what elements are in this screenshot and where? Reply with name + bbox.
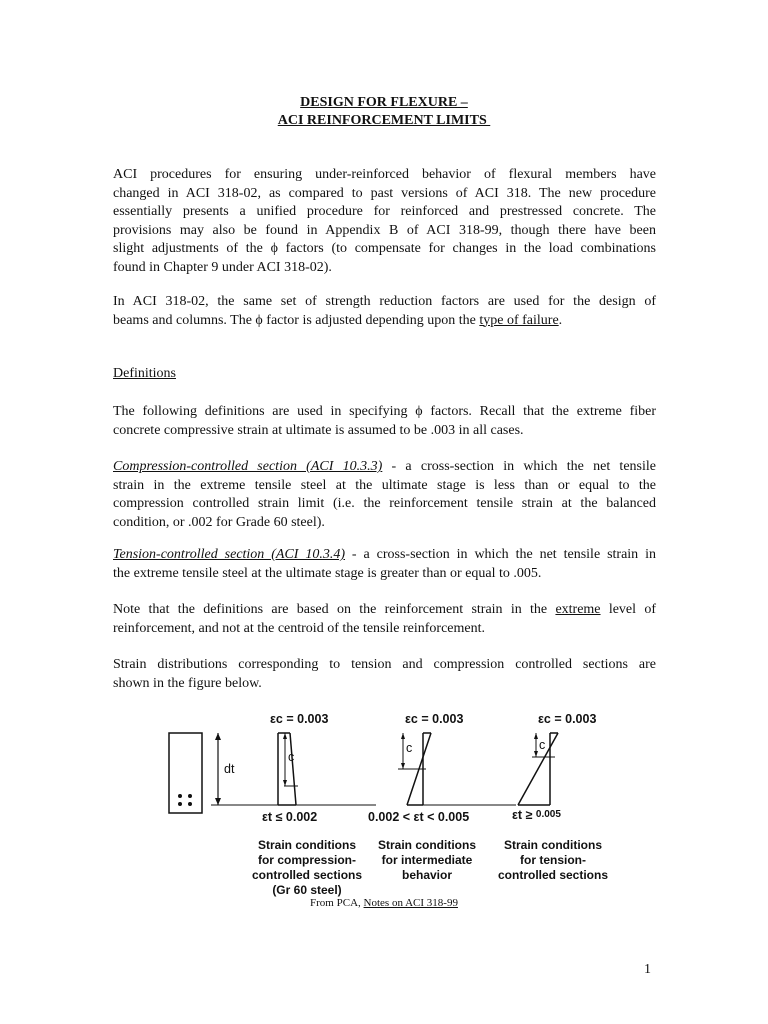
phi-paragraph [113,293,656,330]
title-line-2: ACI REINFORCEMENT LIMITS [277,113,491,128]
definitions-line: concrete compressive strain at ultimate is assumed to be .003 in all cases. [113,422,524,438]
strain-figure [166,712,618,897]
compression-line-1 [113,458,656,477]
rebar-dot [188,802,192,806]
compression-line: strain in the extreme tensile steel at the ultimate stage is less than or equal to the [113,477,656,493]
strain-line: shown in the figure below. [113,675,262,691]
page-number: 1 [644,962,651,977]
compression-definition [113,458,656,532]
ec-label-3: εc = 0.003 [538,712,597,726]
title-line-1: DESIGN FOR FLEXURE – [300,95,468,110]
label-intermediate: Strain conditions for intermediate behavior [377,838,476,882]
et-label-1: εt ≤ 0.002 [262,810,318,824]
tension-line-2: the extreme tensile steel at the ultimate stage is greater than or equal to .005. [113,565,542,581]
dt-arrow-bottom [215,798,221,805]
tension-line-1-rest: - a cross-section in which the net tensile strain in [345,547,656,562]
compression-line: condition, or .002 for Grade 60 steel). [113,514,325,530]
note-line-1-text: Note that the definitions are based on the reinforcement strain in the [113,602,556,617]
rebar-dot [188,794,192,798]
tension-term: Tension-controlled section (ACI 10.3.4) [113,547,346,562]
label-compression-controlled: Strain conditions for compression- controlled sections (Gr 60 steel) [252,838,363,897]
intro-line: ACI procedures for ensuring under-reinforced behavior of flexural members have [113,167,656,182]
et-label-3-symbol: εt ≥ [512,808,536,822]
c-arrow [534,751,538,757]
dt-label: dt [224,762,235,776]
intro-line: provisions may also be found in Appendix B of ACI 318-99, though there have been [113,222,656,238]
rebar-dot [178,802,182,806]
phi-line-1: In ACI 318-02, the same set of strength reduction factors are used for the design of [113,294,656,309]
beam-cross-section [169,733,202,813]
compression-line-1-rest: - a cross-section in which the net tensile [382,459,656,474]
et-label-3-value: 0.005 [535,809,561,820]
strain-line-3 [518,733,558,805]
strain-line-1 [290,733,296,805]
extreme-link: extreme [555,602,601,617]
intro-line: slight adjustments of the ϕ factors (to compensate for changes in the load combinations [113,241,656,256]
dt-arrow-top [215,733,221,740]
c-arrow [401,733,405,739]
compression-line: compression controlled strain limit (i.e. the reinforcement tensile strain at the balanced [113,496,656,511]
intro-line: essentially presents a unified procedure for reinforced and prestressed concrete. The [113,204,656,219]
c-arrow [283,733,287,739]
rebar-dot [178,794,182,798]
c-arrow [283,780,287,786]
phi-line-2 [113,312,656,331]
phi-line-2-end: . [558,312,563,328]
tension-line-1 [113,546,656,565]
compression-term: Compression-controlled section (ACI 10.3.3) [113,459,383,474]
definitions-intro [113,403,656,440]
type-of-failure-link: type of failure [479,312,559,328]
note-paragraph [113,601,656,638]
phi-line-2-text: beams and columns. The ϕ factor is adjusted depending upon the [113,312,480,328]
intro-line: found in Chapter 9 under ACI 318-02). [113,259,332,275]
c-arrow [534,733,538,739]
caption-source: From PCA, [310,897,364,909]
ec-label-1: εc = 0.003 [270,712,329,726]
c-label-1: c [288,750,295,764]
intro-paragraph [113,166,656,277]
strain-line: Strain distributions corresponding to tension and compression controlled sections are [113,657,656,672]
caption-reference: Notes on ACI 318-99 [363,897,458,909]
definitions-line: The following definitions are used in specifying ϕ factors. Recall that the extreme fiber [113,404,656,419]
c-label-3: c [539,738,546,752]
intro-line: changed in ACI 318-02, as compared to past versions of ACI 318. The new procedure [113,185,656,201]
et-label-2: 0.002 < εt < 0.005 [368,810,470,824]
ec-label-2: εc = 0.003 [405,712,464,726]
tension-definition [113,546,656,583]
note-line-1 [113,601,656,620]
definitions-heading: Definitions [113,366,176,381]
strain-paragraph [113,656,656,693]
c-arrow [401,763,405,769]
note-line-1-end: level of [600,602,656,617]
figure-caption [0,897,768,909]
c-label-2: c [406,741,413,755]
label-tension-controlled: Strain conditions for tension- controlled sections [497,838,609,882]
et-label-3 [512,808,561,822]
note-line-2: reinforcement, and not at the centroid of the tensile reinforcement. [113,620,486,636]
